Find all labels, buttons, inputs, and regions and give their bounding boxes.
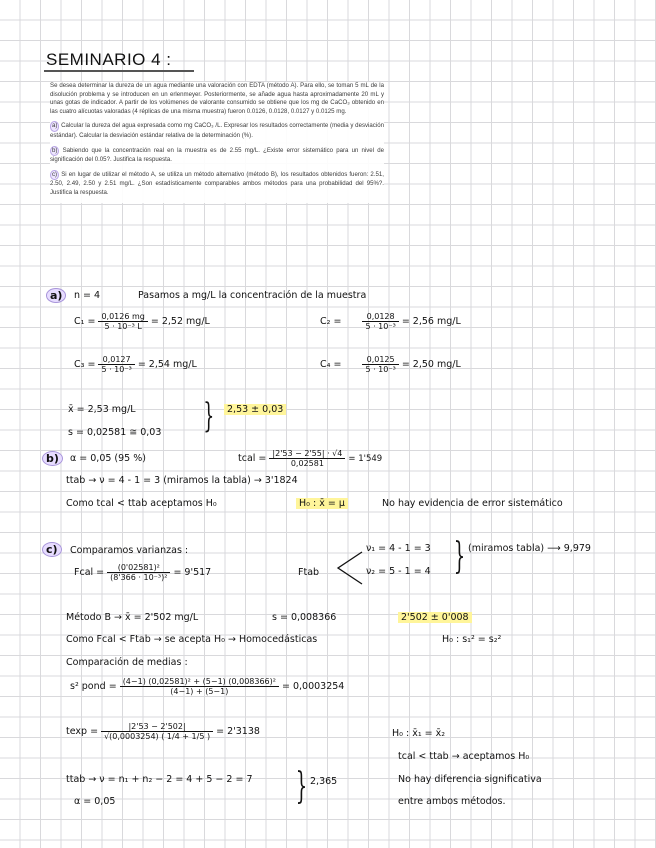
ftab-branch [334, 548, 364, 588]
title-underline [44, 70, 194, 72]
c-h0-means: H₀ : x̄₁ = x̄₂ [392, 728, 446, 739]
part-a-text: Calcular la dureza del agua expresada como mg CaCO₃ /L. Expresar los resultados correctamente (media y desviación estándar). Calcular la desviación estándar relativa de la determinación (%). [50, 122, 384, 139]
b-no-error: No hay evidencia de error sistemático [382, 498, 563, 509]
a-brace: } [203, 396, 215, 436]
c-heading: Comparamos varianzas : [70, 545, 189, 556]
b-alpha: α = 0,05 (95 %) [70, 453, 146, 464]
part-b-text: Sabiendo que la concentración real en la muestra es de 2.55 mg/L. ¿Existe error sistemático para un nivel de significación del 0.05?. Justifica la respuesta. [50, 146, 384, 164]
b-tcal: tcal = $\frac{|2'53 - 2'55| \cdot √4}{0,02581}$ = 1'549 [238, 449, 383, 468]
page-title: SEMINARIO 4 : [46, 50, 172, 69]
part-b-tag: b) [50, 146, 59, 157]
c-spond: s² pond = $\frac{\text{(4−1) (0,02581)² + (5−1) (0,008366)²}}{(4-1) + (5-1)}$ = 0,0003254 [70, 677, 345, 696]
section-a-label: a) [46, 288, 66, 303]
c-sb: s = 0,008366 [272, 612, 337, 623]
c-method-b: Método B → x̄ = 2'502 mg/L [66, 612, 199, 623]
part-a-tag: a) [50, 121, 59, 132]
c1-line: C₁ = $\frac{0,0126 mg}{\text{5 · 10⁻³ L}}$ = 2,52 mg/L [74, 312, 210, 331]
c4-line: C₄ = $\frac{0,0125}{\text{5 · 10⁻³}}$ = 2,50 mg/L [320, 355, 461, 374]
c-result-b: 2'502 ± 0'008 [398, 612, 472, 623]
problem-statement [50, 82, 384, 203]
c-texp: texp = $\frac{|2'53 - 2'502|}{√(0,0003254) ( 1/4 + 1/5 )}$ = 2'3138 [66, 722, 260, 741]
problem-part-a [50, 121, 384, 140]
c-alpha2: α = 0,05 [74, 796, 116, 807]
ftab-brace: } [453, 536, 466, 577]
c-v2: ν₂ = 5 - 1 = 4 [366, 566, 431, 577]
c2-line: C₂ = $\frac{0,0128}{\text{5 · 10⁻³}}$ = 2,56 mg/L [320, 312, 461, 331]
c-no-diff-1: No hay diferencia significativa [398, 774, 542, 785]
c-h0-var: H₀ : s₁² = s₂² [442, 634, 502, 645]
section-b-label: b) [42, 451, 63, 466]
c3-line: C₃ = $\frac{0,0127}{\text{5 · 10⁻³}}$ = 2,54 mg/L [74, 355, 197, 374]
c-ftab-res: (miramos tabla) ⟶ 9,979 [468, 543, 591, 554]
problem-part-c [50, 170, 384, 198]
c-no-diff-2: entre ambos métodos. [398, 796, 506, 807]
a-sd: s = 0,02581 ≅ 0,03 [68, 427, 162, 438]
c-ttab2-res: 2,365 [310, 776, 338, 787]
section-c-label: c) [42, 542, 62, 557]
ttab2-brace: } [295, 766, 308, 807]
c-ttab2: ttab → ν = n₁ + n₂ − 2 = 4 + 5 − 2 = 7 [66, 774, 253, 785]
a-result: 2,53 ± 0,03 [224, 404, 286, 415]
a-heading: Pasamos a mg/L la concentración de la muestra [138, 290, 367, 301]
problem-intro: Se desea determinar la dureza de un agua mediante una valoración con EDTA (método A). Para ello, se toman 5 mL de la disolución problema y se introducen en un erlenmeyer. Posteriormente, se añade agua hasta aproximadamente 20 mL y unas gotas de indicador. A partir de los volúmenes de valorante consumido se obtiene que los mg de CaCO₃ obtenido en las cuatro alícuotas valoradas (4 réplicas de una misma muestra) fueron 0.0126, 0.0128, 0.0127 y 0.0125 mg. [50, 82, 384, 115]
c-means-heading: Comparación de medias : [66, 657, 188, 668]
b-ttab: ttab → ν = 4 - 1 = 3 (miramos la tabla) → 3'1824 [66, 475, 298, 486]
problem-part-b [50, 146, 384, 165]
c-fcal: Fcal = $\frac{\text{(0'02581)²}}{\text{(8'366 · 10⁻³)²}}$ = 9'517 [74, 563, 212, 582]
b-conclusion: Como tcal < ttab aceptamos H₀ [66, 498, 217, 509]
c-tcomp: tcal < ttab → aceptamos H₀ [398, 751, 530, 762]
a-mean: x̄ = 2,53 mg/L [68, 404, 136, 415]
c-v1: ν₁ = 4 - 1 = 3 [366, 543, 431, 554]
c-fcomp: Como Fcal < Ftab → se acepta H₀ → Homocedásticas [66, 634, 318, 645]
b-h0: H₀ : x̄ = μ [296, 498, 348, 509]
c-ftab: Ftab [298, 567, 320, 578]
a-n: n = 4 [74, 290, 101, 301]
part-c-text: Si en lugar de utilizar el método A, se utiliza un método alternativo (método B), los resultados obtenidos fueron: 2.51, 2.50, 2.49, 2.50 y 2.51 mg/L. ¿Son estadísticamente comparables ambos métodos para una probabilidad del 95%?. Justifica la respuesta. [50, 170, 384, 196]
part-c-tag: c) [50, 170, 59, 181]
